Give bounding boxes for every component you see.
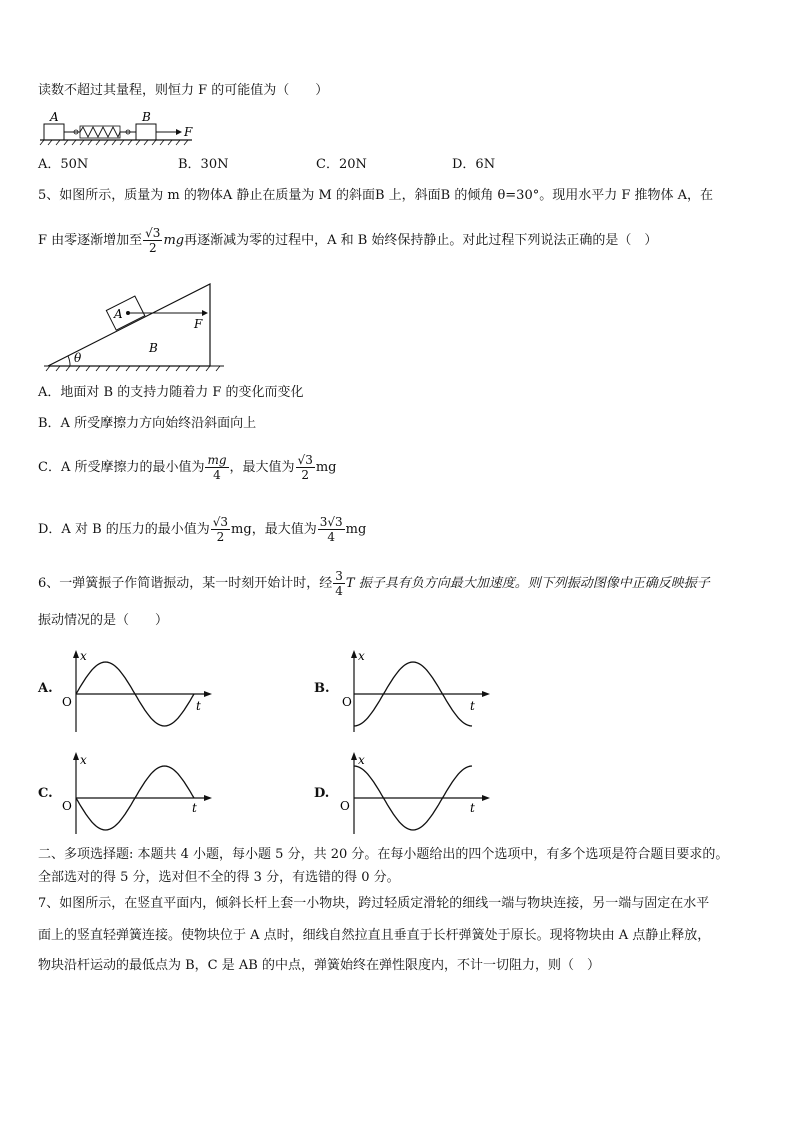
svg-text:O: O	[340, 799, 350, 813]
graph-d-label: D.	[314, 786, 330, 801]
svg-text:A: A	[50, 110, 59, 124]
q5-option-d: D．A 对 B 的压力的最小值为 $\frac{√3}{2}$ mg，最大值为 $\frac{3√3}{4}$ mg	[38, 515, 367, 544]
svg-text:O: O	[62, 695, 72, 709]
svg-text:B: B	[142, 110, 151, 124]
block-a	[44, 124, 64, 140]
section2-line2: 全部选对的得 5 分，选对但不全的得 3 分，有选错的得 0 分。	[38, 870, 400, 885]
svg-text:B: B	[149, 341, 158, 355]
q5-line2: F 由零逐渐增加至 $\frac{√3}{2}$ mg再逐渐减为零的过程中，A 和 B 始终保持静止。对此过程下列说法正确的是（ ）	[38, 226, 658, 255]
svg-text:t: t	[192, 801, 197, 815]
svg-text:F: F	[184, 125, 193, 139]
q5-line1: 5、如图所示，质量为 m 的物体A 静止在质量为 M 的斜面B 上，斜面B 的倾角 θ=30°。现用水平力 F 推物体 A，在	[38, 188, 714, 203]
svg-text:x: x	[358, 753, 365, 767]
graph-b	[338, 650, 498, 735]
q4-choice-b: B．30N	[178, 157, 229, 172]
q4-tail-text: 读数不超过其量程，则恒力 F 的可能值为（ ）	[38, 83, 329, 98]
block-b	[136, 124, 156, 140]
q5-option-b: B．A 所受摩擦力方向始终沿斜面向上	[38, 416, 257, 431]
graph-a-label: A.	[38, 681, 53, 696]
q6-line1: 6、一弹簧振子作简谐振动，某一时刻开始计时，经 $\frac{3}{4}$ T 振子具有负方向最大加速度。则下列振动图像中正确反映振子	[38, 569, 710, 598]
q4-choice-d: D．6N	[452, 157, 496, 172]
q5-incline-figure	[44, 280, 224, 372]
svg-text:x: x	[80, 649, 87, 663]
svg-text:t: t	[470, 801, 475, 815]
q5-fraction: $\frac{√3}{2}$	[145, 226, 161, 255]
graph-b-label: B.	[314, 681, 330, 696]
svg-text:x: x	[358, 649, 365, 663]
q4-choice-c: C．20N	[316, 157, 367, 172]
q5-option-c: C．A 所受摩擦力的最小值为 $\frac{mg}{4}$ ，最大值为 $\frac{√3}{2}$ mg	[38, 453, 337, 482]
q7-line2: 面上的竖直轻弹簧连接。使物块位于 A 点时，细线自然拉直且垂直于长杆弹簧处于原长。现将物块由 A 点静止释放，	[38, 928, 711, 943]
svg-text:x: x	[80, 753, 87, 767]
svg-text:t: t	[470, 699, 475, 713]
svg-text:O: O	[342, 695, 352, 709]
svg-text:A: A	[114, 307, 123, 321]
svg-text:t: t	[196, 699, 201, 713]
graph-d	[338, 752, 498, 837]
graph-a	[60, 650, 220, 735]
graph-c	[60, 752, 220, 837]
svg-text:O: O	[62, 799, 72, 813]
graph-c-label: C.	[38, 786, 53, 801]
q4-choice-a: A．50N	[38, 157, 89, 172]
svg-text:F: F	[194, 317, 203, 331]
q5-option-a: A．地面对 B 的支持力随着力 F 的变化而变化	[38, 385, 304, 400]
q4-spring-figure	[40, 112, 200, 146]
q7-line3: 物块沿杆运动的最低点为 B，C 是 AB 的中点，弹簧始终在弹性限度内，不计一切阻力，则（ ）	[38, 958, 600, 973]
section2-line1: 二、多项选择题: 本题共 4 小题，每小题 5 分，共 20 分。在每小题给出的四个选项中，有多个选项是符合题目要求的。	[38, 847, 729, 862]
q6-line2: 振动情况的是（ ）	[38, 613, 169, 628]
q7-line1: 7、如图所示，在竖直平面内，倾斜长杆上套一小物块，跨过轻质定滑轮的细线一端与物块连接，另一端与固定在水平	[38, 896, 710, 911]
svg-text:θ: θ	[74, 351, 82, 365]
